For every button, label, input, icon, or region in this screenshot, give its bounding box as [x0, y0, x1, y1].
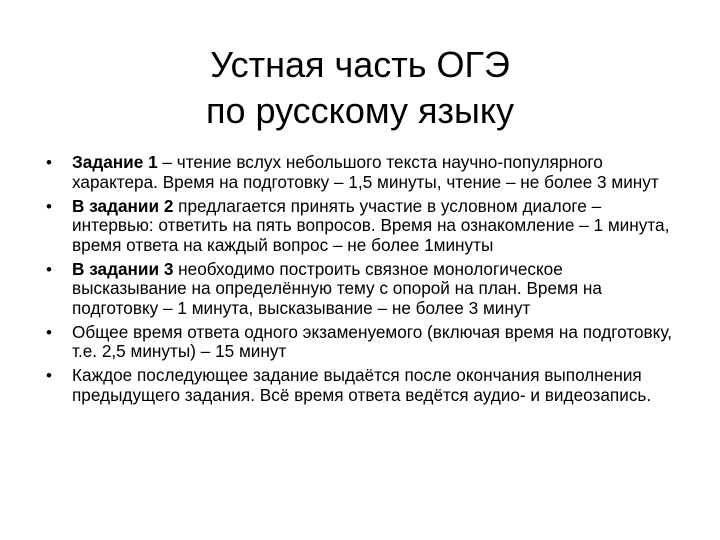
bullet-item-task-2 — [40, 197, 680, 256]
slide-title-line-2: по русскому языку — [205, 90, 515, 132]
slide-title-line-1: Устная часть ОГЭ — [210, 44, 510, 86]
bullet-item-task-1 — [40, 153, 680, 192]
bullet-text: предлагается принять участие в условном диалоге – интервью: ответить на пять вопросов. Время на ознакомление – 1 минута, время ответа на каждый вопрос – не более 1минуты — [72, 195, 670, 255]
bullet-item-total-time — [40, 323, 680, 362]
bullet-text: Каждое последующее задание выдаётся после окончания выполнения предыдущего задания. Всё время ответа ведётся аудио- и видеозапись. — [72, 365, 652, 405]
bullet-text: – чтение вслух небольшого текста научно-популярного характера. Время на подготовку – 1,5 минуты, чтение – не более 3 минут — [72, 152, 659, 192]
bullet-lead: Задание 1 — [72, 152, 158, 172]
bullet-lead: В задании 2 — [72, 195, 174, 216]
bullet-text: необходимо построить связное монологическое высказывание на определённую тему с опорой на план. Время на подготовку – 1 минута, высказывание – не более 3 минут — [72, 258, 602, 318]
bullet-dot-icon: • — [46, 322, 52, 342]
slide-title — [0, 42, 720, 134]
bullet-item-recording — [40, 366, 680, 405]
bullet-lead: В задании 3 — [72, 258, 174, 279]
bullet-dot-icon: • — [46, 259, 52, 279]
bullet-dot-icon: • — [46, 366, 52, 385]
bullet-dot-icon: • — [46, 153, 52, 172]
bullet-list — [40, 153, 680, 410]
bullet-dot-icon: • — [46, 196, 52, 216]
bullet-text: Общее время ответа одного экзаменуемого (включая время на подготовку, т.е. 2,5 минуты) – 15 минут — [72, 321, 673, 361]
bullet-item-task-3 — [40, 260, 680, 319]
